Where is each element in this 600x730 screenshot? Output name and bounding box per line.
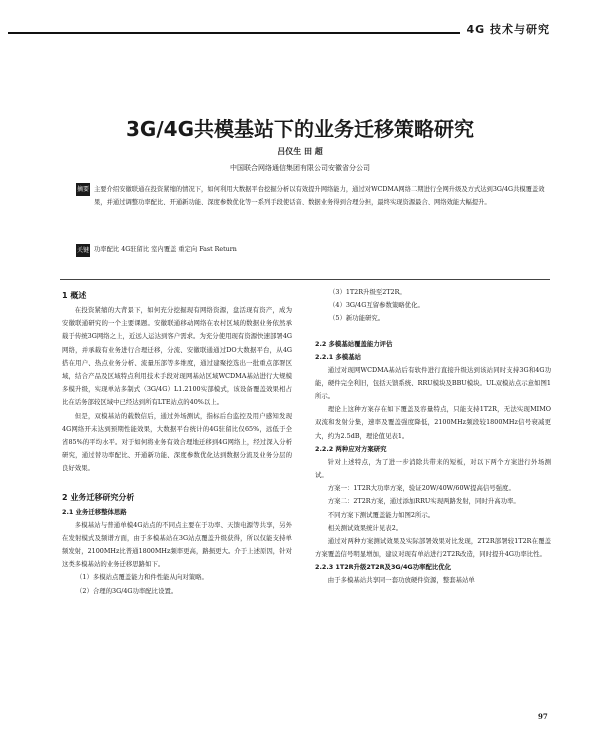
list-item: （4）3G/4G互留参数策略优化。	[329, 301, 424, 310]
abstract-tag: 摘要	[76, 183, 90, 196]
abstract-block	[76, 183, 554, 209]
section-2-2-2-paragraph-4: 不同方案下测试覆盖能力如图2所示。	[327, 510, 435, 519]
section-2-2-2-heading: 2.2.2 两种应对方案研究	[315, 444, 387, 453]
section-2-2-2-paragraph-6: 通过对两种方案测试效果及实际部署效果对比发现，2T2R部署较1T2R在覆盖方案覆盖信号明显增加，建议对现有单站进行2T2R改造，同时提升4G功率比性。	[315, 537, 551, 559]
page-number: 97	[538, 712, 548, 721]
section-1-paragraph-2: 但是，双模基站的载数信后，通过外场测试，指标后台监控及用户感知发现4G网络开未达到预期性能效果，大数据平台统计的4G驻留比仅65%，远低于全省85%的平均水平。对于如何将业务有效合理地迁移到4G网络上，经过深入分析研究，通过替功率配比、开通新功能、深度参数优化达到数据分流及业务分层的良好效果。	[62, 411, 292, 473]
list-item: （3）1T2R升级至2T2R。	[329, 288, 406, 296]
section-2-2-2-paragraph-1: 针对上述特点，为了进一步消除共带来的短板，对以下两个方案进行外场测试。	[315, 457, 551, 480]
right-column	[315, 286, 551, 588]
keywords-text: 功率配比 4G驻留比 室内覆盖 重定向 Fast Return	[94, 246, 237, 253]
section-2-2-3-paragraph: 由于多模基站共享同一套功放硬件资源，整套基站单	[327, 576, 475, 585]
left-column	[62, 286, 292, 598]
section-2-1-heading: 2.1 业务迁移整体思路	[62, 507, 127, 516]
affiliation: 中国联合网络通信集团有限公司安徽省分公司	[230, 164, 370, 172]
section-2-2-1-paragraph-2: 理论上这种方案存在如下覆盖及容量特点，只能支持1T2R，无法实现MIMO双流和发射分集，速率及覆盖强度降低，2100MHz频段较1800MHz信号衰减更大，约为2.5dB，理论值见表1。	[315, 405, 551, 440]
section-2-2-3-heading: 2.2.3 1T2R升级2T2R及3G/4G功率配比优化	[315, 563, 452, 572]
authors: 吕仪生 田 超	[277, 146, 323, 156]
section-2-2-2-paragraph-5: 相关测试效果统计见表2。	[327, 523, 403, 532]
section-2-1-paragraph: 多模基站与普通单模4G站点的不同点主要在于功率、天馈电源等共享，另外在发射模式及频谱方面，由于多模基站在3G站点覆盖升级获得，所以仅能支持单频发射，2100MHz比普通1800MHz频率更高，路损更大。介于上述原因，针对这类多模基站的业务迁移思路如下。	[62, 520, 292, 569]
section-1-paragraph-1: 在投资紧缩的大背景下，如何充分挖掘现有网络资源，盘活现有资产，成为安徽联通研究的一个主要课题。安徽联通移动网络在农村区域的数据业务依然承载于传统3G网络之上，近远人运达到客户需求。为充分使用现有资源快速部署4G网络，并承载有业务进行合理迁移，分流、安徽联通通过DO大数据平台，从4G搭在用户、热点业务分析、流量压部等多维度，通过建聚挖选出一批重点部署区域，结合产品及区域特点利用技术手段对现网基站区域WCDMA基站进行大规模多模升级，实现单站多制式（3G/4G）L1.2100实部模式，该设备覆盖效果相占比在话务部较区域中已经达到所有LTE站点的40%以上。	[62, 306, 292, 407]
article-title: 3G/4G共模基站下的业务迁移策略研究	[126, 117, 474, 141]
section-1-heading: 1 概述	[62, 291, 87, 300]
abstract-text: 主要介绍安徽联通在投资紧缩的情况下，如何利用大数据平台挖掘分析以有效提升网络能力，通过对WCDMA网络二期进行全网升级及方式达到3G/4G共模覆盖效果，并通过调整功率配比、开通新功能、深度参数优化等一系列手段使话音、数据业务得到合理分担，最终实现资源最合、网络效能大幅提升。	[94, 186, 545, 206]
section-2-2-1-paragraph-1: 通过对现网WCDMA基站后有软件进行直接升级达到该站同时支持3G和4G功能，硬件完全利旧，包括天馈系统、RRU模块及BBU模块。UL双模站点示意如图1所示。	[315, 365, 551, 401]
running-header	[8, 21, 550, 37]
section-2-2-2-paragraph-2: 方案一：1T2R大功率方案，验证20W/40W/60W提高信号强度。	[327, 484, 515, 493]
keywords-block	[76, 244, 554, 267]
list-item: （5）新功能研究。	[329, 314, 385, 323]
section-2-2-2-paragraph-3: 方案二：2T2R方案，通过添加RRU实现两路发射，同时升高功率。	[327, 497, 520, 506]
section-2-2-heading: 2.2 多模基站覆盖能力评估	[315, 339, 393, 348]
list-item: （1）多模站点覆盖能力和件性能从向对策略。	[76, 573, 208, 582]
abstract-separator	[60, 279, 550, 280]
list-item: （2）合理的3G/4G功率配比设置。	[76, 586, 178, 595]
keywords-tag: 关键词	[76, 244, 90, 257]
section-2-heading: 2 业务迁移研究分析	[62, 492, 135, 502]
section-2-2-1-heading: 2.2.1 多模基站	[315, 352, 361, 361]
section-label: 4G 技术与研究	[460, 21, 550, 37]
